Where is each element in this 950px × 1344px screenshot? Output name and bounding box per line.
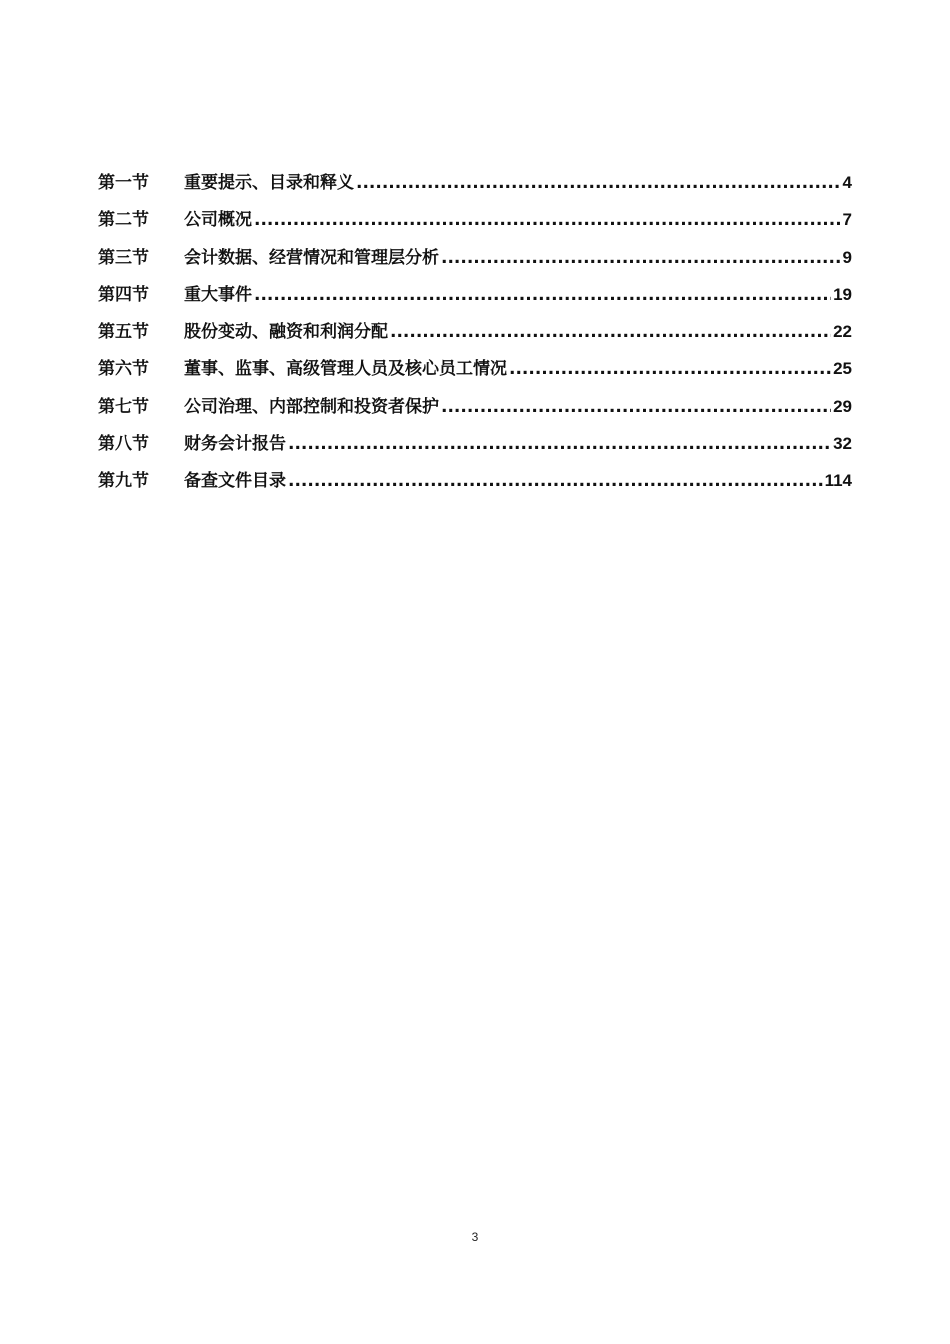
toc-section-title: 会计数据、经营情况和管理层分析 <box>184 247 439 268</box>
toc-dot-leader <box>390 322 831 342</box>
toc-page-number: 29 <box>833 396 852 416</box>
toc-section-title: 重大事件 <box>184 284 252 305</box>
toc-page-number: 25 <box>833 359 852 379</box>
toc-dot-leader <box>254 285 831 305</box>
toc-dot-leader <box>509 359 831 379</box>
footer-page-number: 3 <box>471 1230 479 1244</box>
toc-entry-3[interactable] <box>98 243 852 280</box>
toc-section-title: 公司概况 <box>184 210 252 231</box>
toc-section-number: 第四节 <box>98 284 149 305</box>
toc-section-title: 备查文件目录 <box>184 471 286 492</box>
toc-section-title: 董事、监事、高级管理人员及核心员工情况 <box>184 359 507 380</box>
toc-section-number: 第七节 <box>98 396 149 417</box>
table-of-contents <box>98 168 852 504</box>
toc-section-title: 公司治理、内部控制和投资者保护 <box>184 396 439 417</box>
toc-entry-2[interactable] <box>98 205 852 242</box>
toc-page-number: 32 <box>833 434 852 454</box>
toc-entry-7[interactable] <box>98 392 852 429</box>
toc-section-number: 第八节 <box>98 434 149 455</box>
toc-dot-leader <box>288 434 831 454</box>
toc-section-number: 第三节 <box>98 247 149 268</box>
toc-entry-1[interactable] <box>98 168 852 205</box>
toc-section-number: 第六节 <box>98 359 149 380</box>
toc-dot-leader <box>288 471 823 491</box>
toc-section-title: 股份变动、融资和利润分配 <box>184 322 388 343</box>
toc-entry-4[interactable] <box>98 280 852 317</box>
toc-dot-leader <box>356 173 841 193</box>
toc-section-number: 第九节 <box>98 471 149 492</box>
toc-section-number: 第一节 <box>98 173 149 193</box>
toc-entry-8[interactable] <box>98 429 852 466</box>
toc-page-number: 19 <box>833 284 852 304</box>
toc-dot-leader <box>254 210 841 230</box>
toc-entry-5[interactable] <box>98 317 852 354</box>
toc-entry-6[interactable] <box>98 354 852 391</box>
toc-page-number: 7 <box>842 210 852 230</box>
toc-section-number: 第五节 <box>98 322 149 343</box>
toc-section-number: 第二节 <box>98 210 149 231</box>
toc-page-number: 9 <box>842 247 852 267</box>
toc-page-number: 4 <box>842 173 852 192</box>
toc-section-title: 财务会计报告 <box>184 434 286 455</box>
toc-dot-leader <box>441 397 831 417</box>
toc-page-number: 22 <box>833 322 852 342</box>
toc-dot-leader <box>441 248 841 268</box>
toc-page-number: 114 <box>824 471 852 491</box>
toc-entry-9[interactable] <box>98 466 852 503</box>
toc-section-title: 重要提示、目录和释义 <box>184 173 354 193</box>
